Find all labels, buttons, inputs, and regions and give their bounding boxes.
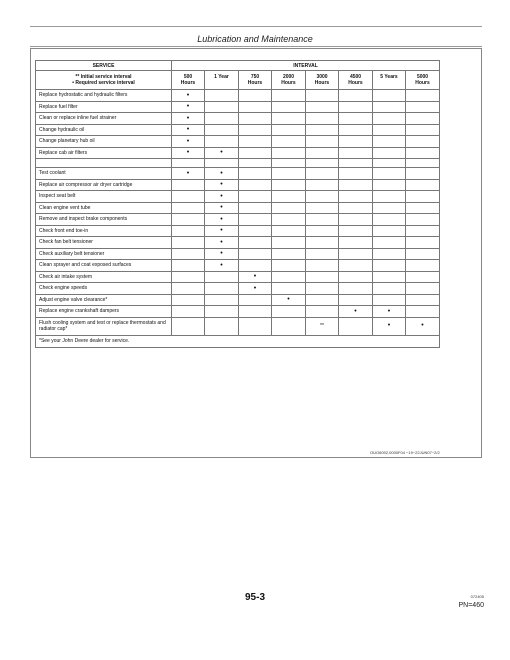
interval-mark-cell: • [239,271,272,283]
table-row [36,147,440,159]
interval-mark-cell [306,294,339,306]
table-body [36,90,440,348]
interval-mark-cell [306,283,339,295]
table-row [36,124,440,136]
interval-mark-cell [306,237,339,249]
table-row [36,317,440,335]
interval-mark-cell: • [205,202,239,214]
interval-mark-cell [172,214,205,226]
table-row [36,237,440,249]
interval-mark-cell [406,214,440,226]
interval-mark-cell: • [205,168,239,180]
interval-mark-cell [373,179,406,191]
interval-mark-cell: • [272,294,306,306]
interval-mark-cell [373,191,406,203]
interval-mark-cell [306,113,339,125]
table-row [36,191,440,203]
interval-mark-cell [373,147,406,159]
service-cell: Flush cooling system and test or replace thermostats and radiator cap* [36,317,172,335]
interval-mark-cell [239,225,272,237]
service-cell: Replace cab air filters [36,147,172,159]
interval-mark-cell [306,147,339,159]
interval-unit [376,80,402,87]
interval-mark-cell: • [172,147,205,159]
interval-mark-cell [373,248,406,260]
interval-mark-cell [205,271,239,283]
interval-mark-cell [172,271,205,283]
page-number: 95-3 [244,592,265,603]
interval-mark-cell [239,90,272,102]
interval-mark-cell [306,90,339,102]
interval-mark-cell [406,191,440,203]
footnote-row [36,335,440,347]
interval-mark-cell [272,101,306,113]
header-rule-lower [30,46,482,47]
interval-mark-cell [172,225,205,237]
interval-mark-cell: ** [306,317,339,335]
header-rule [30,26,482,27]
date-code: 072405 [470,594,484,599]
interval-mark-cell [339,202,373,214]
interval-mark-cell [339,191,373,203]
service-cell: Replace engine crankshaft dampers [36,306,172,318]
interval-mark-cell [205,136,239,148]
table-row [36,136,440,148]
table-row [36,271,440,283]
interval-mark-cell [205,317,239,335]
service-cell: Inspect seat belt [36,191,172,203]
interval-unit: Hours [348,80,363,86]
interval-mark-cell: • [239,283,272,295]
interval-mark-cell [306,306,339,318]
interval-mark-cell [373,260,406,272]
table-row [36,306,440,318]
interval-mark-cell [339,136,373,148]
interval-mark-cell [272,237,306,249]
interval-mark-cell: • [172,101,205,113]
interval-mark-cell: • [172,113,205,125]
interval-mark-cell [306,248,339,260]
interval-mark-cell [205,294,239,306]
interval-mark-cell [306,225,339,237]
table-row [36,168,440,180]
legend-initial: ** Initial service interval [75,73,132,80]
interval-mark-cell [272,136,306,148]
interval-mark-cell: • [172,124,205,136]
interval-mark-cell [272,317,306,335]
interval-mark-cell [205,306,239,318]
interval-unit: Hours [247,80,263,86]
interval-mark-cell [205,159,239,168]
interval-mark-cell [339,271,373,283]
interval-mark-cell [272,260,306,272]
interval-mark-cell [373,225,406,237]
interval-mark-cell [272,248,306,260]
interval-mark-cell [373,124,406,136]
interval-mark-cell [406,90,440,102]
interval-mark-cell [272,283,306,295]
interval-mark-cell [339,113,373,125]
interval-mark-cell: • [205,214,239,226]
service-cell: Check air intake system [36,271,172,283]
interval-mark-cell [205,113,239,125]
column-header-row [36,71,440,90]
table-row [36,283,440,295]
interval-mark-cell [272,191,306,203]
interval-mark-cell [306,214,339,226]
interval-value: 5 Years [380,73,398,80]
service-cell: Check fan belt tensioner [36,237,172,249]
interval-mark-cell [406,260,440,272]
interval-mark-cell: • [205,191,239,203]
service-cell: Clean or replace inline fuel strainer [36,113,172,125]
interval-mark-cell [239,191,272,203]
interval-mark-cell [272,306,306,318]
interval-value: 500 [183,73,193,80]
interval-mark-cell [239,306,272,318]
interval-mark-cell [339,168,373,180]
service-header: SERVICE [36,61,172,71]
interval-mark-cell: • [205,225,239,237]
interval-mark-cell [172,202,205,214]
interval-mark-cell [406,124,440,136]
interval-mark-cell [306,159,339,168]
table-row [36,202,440,214]
interval-mark-cell [406,113,440,125]
legend-required: • Required service interval [72,80,135,86]
interval-mark-cell [406,136,440,148]
service-cell: Check engine speeds [36,283,172,295]
interval-unit: Hours [180,80,196,86]
table-row [36,248,440,260]
table-row [36,113,440,125]
interval-mark-cell: • [172,136,205,148]
interval-mark-cell [373,202,406,214]
interval-mark-cell: • [172,90,205,102]
interval-mark-cell [339,225,373,237]
page-title: Lubrication and Maintenance [197,34,313,44]
interval-mark-cell [239,168,272,180]
interval-mark-cell [406,225,440,237]
interval-mark-cell [339,294,373,306]
interval-mark-cell [172,306,205,318]
interval-unit: Hours [314,80,330,86]
table-row [36,214,440,226]
service-cell: Change planetary hub oil [36,136,172,148]
interval-mark-cell: • [205,179,239,191]
maintenance-interval-table [35,60,440,348]
interval-mark-cell [272,202,306,214]
interval-mark-cell [373,90,406,102]
interval-mark-cell [272,214,306,226]
interval-mark-cell [339,159,373,168]
service-cell: Remove and inspect brake components [36,214,172,226]
table-row [36,90,440,102]
interval-column-header [373,71,406,90]
interval-mark-cell [373,168,406,180]
interval-unit [208,80,235,87]
interval-mark-cell [306,136,339,148]
interval-mark-cell [239,124,272,136]
interval-mark-cell [172,248,205,260]
service-cell: Replace air compressor air dryer cartridge [36,179,172,191]
interval-mark-cell [406,248,440,260]
interval-mark-cell [272,168,306,180]
interval-mark-cell: • [205,237,239,249]
interval-mark-cell [406,283,440,295]
interval-mark-cell [339,260,373,272]
interval-mark-cell [373,214,406,226]
interval-mark-cell: • [373,317,406,335]
interval-header: INTERVAL [172,61,440,71]
interval-mark-cell [373,294,406,306]
interval-column-header [272,71,306,90]
interval-mark-cell [373,159,406,168]
interval-mark-cell [406,168,440,180]
service-cell: Test coolant [36,168,172,180]
table-row [36,225,440,237]
table-row [36,159,440,168]
interval-mark-cell: • [205,260,239,272]
interval-mark-cell [239,179,272,191]
interval-mark-cell [205,283,239,295]
interval-mark-cell [239,202,272,214]
interval-mark-cell [406,306,440,318]
interval-mark-cell [272,147,306,159]
interval-mark-cell [172,294,205,306]
interval-column-header [406,71,440,90]
interval-mark-cell [339,237,373,249]
interval-value: 750 [250,73,260,80]
interval-mark-cell [239,101,272,113]
interval-mark-cell [339,124,373,136]
interval-mark-cell [172,317,205,335]
interval-mark-cell [339,147,373,159]
interval-value: 5000 [416,73,429,80]
interval-unit: Hours [415,80,430,86]
interval-mark-cell [373,271,406,283]
interval-column-header [205,71,239,90]
interval-mark-cell [406,271,440,283]
interval-mark-cell [172,191,205,203]
interval-mark-cell [406,237,440,249]
interval-mark-cell [172,237,205,249]
interval-mark-cell [205,90,239,102]
interval-mark-cell [373,113,406,125]
service-cell: Clean engine vent tube [36,202,172,214]
interval-mark-cell [339,101,373,113]
interval-mark-cell [373,283,406,295]
interval-mark-cell [239,317,272,335]
interval-mark-cell [306,271,339,283]
interval-mark-cell [272,225,306,237]
footnote: *See your John Deere dealer for service. [36,335,440,347]
interval-mark-cell [239,113,272,125]
interval-mark-cell [339,179,373,191]
interval-mark-cell [406,179,440,191]
interval-mark-cell [172,260,205,272]
interval-mark-cell [306,124,339,136]
interval-mark-cell [339,248,373,260]
interval-mark-cell: • [339,306,373,318]
interval-value: 3000 [316,73,328,80]
interval-mark-cell [373,101,406,113]
reference-code: OUO6092,0000F04 −19−22JUN07−2/2 [370,450,440,455]
header-row [36,61,440,71]
interval-mark-cell [406,159,440,168]
interval-mark-cell [205,101,239,113]
interval-mark-cell [239,214,272,226]
interval-mark-cell: • [205,147,239,159]
interval-mark-cell [239,237,272,249]
table-row [36,179,440,191]
interval-mark-cell [339,283,373,295]
interval-mark-cell [272,90,306,102]
interval-unit: Hours [281,80,296,86]
interval-mark-cell [239,294,272,306]
pn-code: PN=460 [458,602,484,609]
table-row [36,260,440,272]
interval-mark-cell: • [172,168,205,180]
interval-mark-cell [306,260,339,272]
service-cell: Change hydraulic oil [36,124,172,136]
interval-mark-cell [406,101,440,113]
interval-column-header [306,71,339,90]
interval-mark-cell [172,283,205,295]
interval-mark-cell [406,294,440,306]
interval-mark-cell [239,147,272,159]
table-row [36,101,440,113]
interval-mark-cell [205,124,239,136]
interval-mark-cell [239,159,272,168]
service-cell: Clean sprayer and coat exposed surfaces [36,260,172,272]
interval-mark-cell: • [406,317,440,335]
interval-column-header [239,71,272,90]
interval-mark-cell [272,113,306,125]
interval-value: 4500 [349,73,362,80]
interval-mark-cell [306,168,339,180]
interval-column-header [172,71,205,90]
interval-mark-cell [306,191,339,203]
interval-mark-cell: • [373,306,406,318]
interval-value: 1 Year [214,73,229,80]
interval-mark-cell [272,124,306,136]
service-cell: Check auxiliary belt tensioner [36,248,172,260]
interval-mark-cell [239,136,272,148]
table-row [36,294,440,306]
interval-mark-cell [373,237,406,249]
interval-mark-cell [306,179,339,191]
interval-value: 2000 [282,73,295,80]
interval-mark-cell [339,317,373,335]
legend-cell [36,71,172,90]
interval-mark-cell [373,136,406,148]
interval-mark-cell [239,260,272,272]
interval-column-header [339,71,373,90]
service-cell [36,159,172,168]
service-cell: Replace hydrostatic and hydraulic filters [36,90,172,102]
interval-mark-cell [272,271,306,283]
service-cell: Check front end toe-in [36,225,172,237]
service-cell: Replace fuel filter [36,101,172,113]
interval-mark-cell [306,101,339,113]
interval-mark-cell [272,179,306,191]
interval-mark-cell: • [205,248,239,260]
interval-mark-cell [272,159,306,168]
service-cell: Adjust engine valve clearance* [36,294,172,306]
interval-mark-cell [239,248,272,260]
interval-mark-cell [406,147,440,159]
interval-mark-cell [172,159,205,168]
interval-mark-cell [406,202,440,214]
interval-mark-cell [306,202,339,214]
interval-mark-cell [172,179,205,191]
interval-mark-cell [339,214,373,226]
interval-mark-cell [339,90,373,102]
